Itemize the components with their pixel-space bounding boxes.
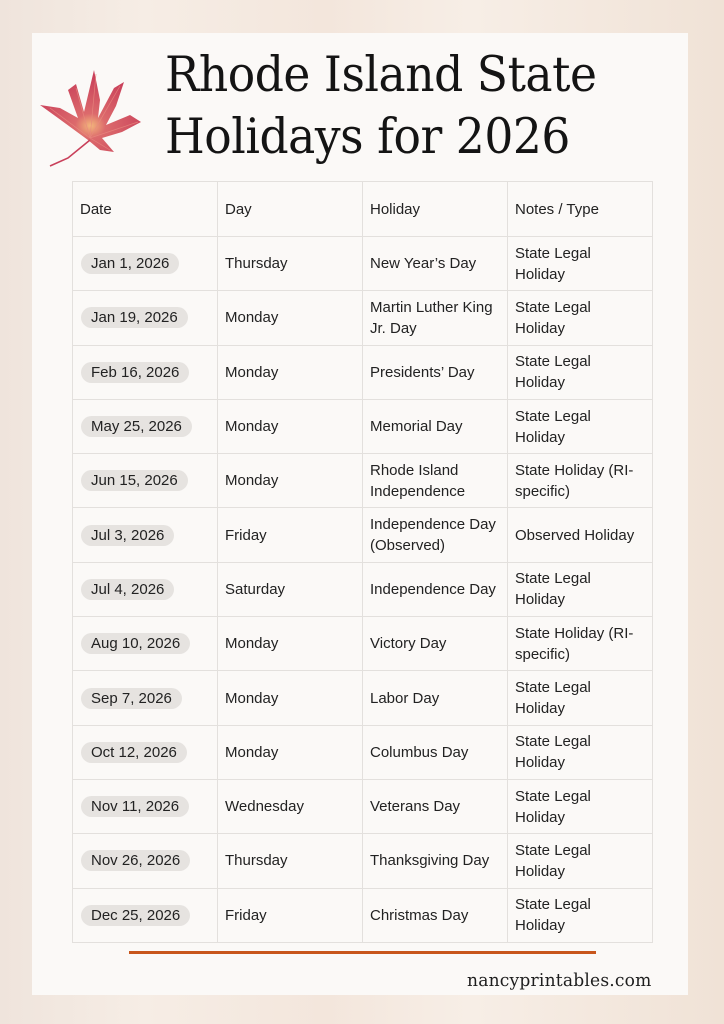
page-title (165, 44, 630, 168)
date-badge: Feb 16, 2026 (81, 362, 189, 383)
date-cell (73, 617, 218, 671)
date-cell (73, 779, 218, 833)
header-day: Day (218, 182, 363, 237)
day-cell: Monday (218, 291, 363, 345)
day-cell: Saturday (218, 562, 363, 616)
date-cell (73, 834, 218, 888)
notes-cell: Observed Holiday (508, 508, 653, 562)
day-cell: Monday (218, 345, 363, 399)
holiday-cell: Thanksgiving Day (363, 834, 508, 888)
day-cell: Thursday (218, 834, 363, 888)
table-row (73, 671, 653, 725)
holiday-cell: Victory Day (363, 617, 508, 671)
date-badge: Jan 1, 2026 (81, 253, 179, 274)
table-row (73, 291, 653, 345)
notes-cell: State Legal Holiday (508, 671, 653, 725)
table-row (73, 834, 653, 888)
date-cell (73, 508, 218, 562)
notes-cell: State Holiday (RI-specific) (508, 454, 653, 508)
date-badge: May 25, 2026 (81, 416, 192, 437)
table-header-row (73, 182, 653, 237)
notes-cell: State Legal Holiday (508, 725, 653, 779)
day-cell: Monday (218, 617, 363, 671)
notes-cell: State Holiday (RI-specific) (508, 617, 653, 671)
day-cell: Monday (218, 671, 363, 725)
notes-cell: State Legal Holiday (508, 562, 653, 616)
table-row (73, 888, 653, 942)
maple-leaf-icon (38, 70, 143, 170)
date-badge: Jan 19, 2026 (81, 307, 188, 328)
date-cell (73, 291, 218, 345)
date-cell (73, 725, 218, 779)
holiday-cell: Rhode Island Independence (363, 454, 508, 508)
holidays-table (72, 181, 653, 943)
date-cell (73, 345, 218, 399)
date-cell (73, 562, 218, 616)
holiday-cell: Presidents’ Day (363, 345, 508, 399)
title-line-1: Rhode Island State (165, 46, 597, 103)
table-row (73, 725, 653, 779)
day-cell: Monday (218, 725, 363, 779)
holiday-cell: Christmas Day (363, 888, 508, 942)
day-cell: Friday (218, 508, 363, 562)
date-badge: Nov 11, 2026 (81, 796, 189, 817)
table-row (73, 454, 653, 508)
notes-cell: State Legal Holiday (508, 237, 653, 291)
holiday-cell: Columbus Day (363, 725, 508, 779)
title-line-2: Holidays for 2026 (165, 108, 570, 165)
day-cell: Monday (218, 399, 363, 453)
table-row (73, 399, 653, 453)
accent-divider (129, 951, 596, 954)
day-cell: Monday (218, 454, 363, 508)
holiday-cell: Labor Day (363, 671, 508, 725)
date-badge: Nov 26, 2026 (81, 850, 190, 871)
date-cell (73, 237, 218, 291)
notes-cell: State Legal Holiday (508, 291, 653, 345)
notes-cell: State Legal Holiday (508, 779, 653, 833)
holiday-cell: Memorial Day (363, 399, 508, 453)
date-cell (73, 888, 218, 942)
notes-cell: State Legal Holiday (508, 834, 653, 888)
date-badge: Oct 12, 2026 (81, 742, 187, 763)
date-badge: Dec 25, 2026 (81, 905, 190, 926)
table-row (73, 562, 653, 616)
day-cell: Friday (218, 888, 363, 942)
holiday-cell: Martin Luther King Jr. Day (363, 291, 508, 345)
footer-website: nancyprintables.com (467, 970, 652, 991)
date-badge: Jul 4, 2026 (81, 579, 174, 600)
holiday-cell: New Year’s Day (363, 237, 508, 291)
date-badge: Sep 7, 2026 (81, 688, 182, 709)
table-row (73, 508, 653, 562)
notes-cell: State Legal Holiday (508, 888, 653, 942)
date-badge: Jul 3, 2026 (81, 525, 174, 546)
notes-cell: State Legal Holiday (508, 399, 653, 453)
table-row (73, 617, 653, 671)
header-date: Date (73, 182, 218, 237)
date-badge: Aug 10, 2026 (81, 633, 190, 654)
table-row (73, 237, 653, 291)
header-notes: Notes / Type (508, 182, 653, 237)
holiday-cell: Independence Day (363, 562, 508, 616)
date-cell (73, 454, 218, 508)
holiday-cell: Independence Day (Observed) (363, 508, 508, 562)
date-badge: Jun 15, 2026 (81, 470, 188, 491)
notes-cell: State Legal Holiday (508, 345, 653, 399)
holiday-cell: Veterans Day (363, 779, 508, 833)
day-cell: Thursday (218, 237, 363, 291)
date-cell (73, 399, 218, 453)
table-row (73, 345, 653, 399)
day-cell: Wednesday (218, 779, 363, 833)
table-body (73, 237, 653, 943)
date-cell (73, 671, 218, 725)
table-row (73, 779, 653, 833)
header-holiday: Holiday (363, 182, 508, 237)
